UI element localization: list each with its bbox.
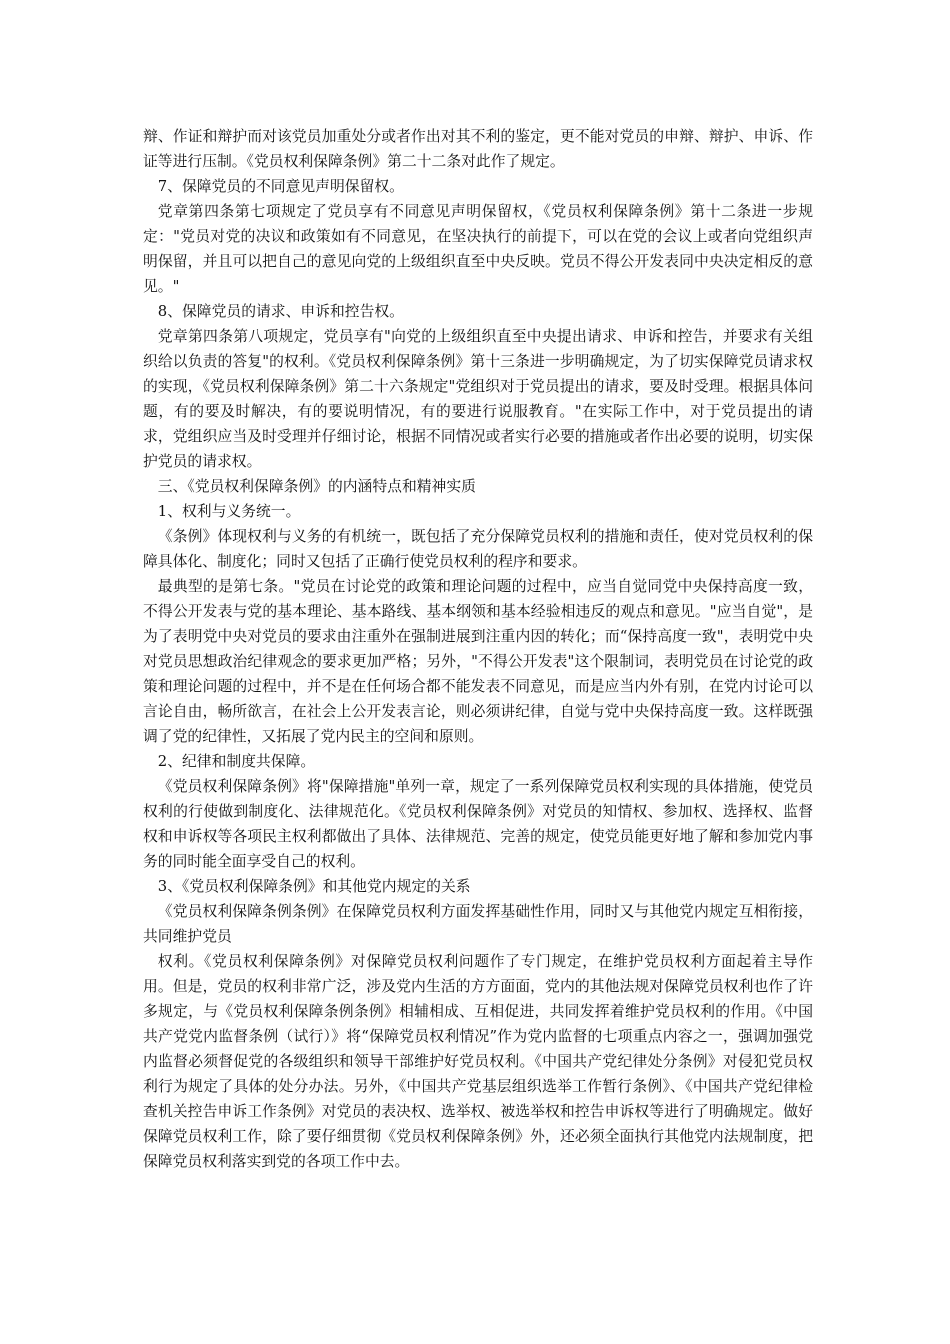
paragraph: 《条例》体现权利与义务的有机统一，既包括了充分保障党员权利的措施和责任，使对党员权利的保障具体化、制度化；同时又包括了正确行使党员权利的程序和要求。	[143, 528, 813, 570]
paragraph-continuation: 辩、作证和辩护而对该党员加重处分或者作出对其不利的鉴定，更不能对党员的申辩、辩护、申诉、作证等进行压制。《党员权利保障条例》第二十二条对此作了规定。	[143, 128, 813, 170]
paragraph: 最典型的是第七条。"党员在讨论党的政策和理论问题的过程中，应当自觉同党中央保持高度一致，不得公开发表与党的基本理论、基本路线、基本纲领和基本经验相违反的观点和意见。"应当自觉"，是为了表明党中央对党员的要求由注重外在强制进展到注重内因的转化；而“保持高度一致"，表明党中央对党员思想政治纪律观念的要求更加严格；另外，"不得公开发表"这个限制词，表明党员在讨论党的政策和理论问题的过程中，并不是在任何场合都不能发表不同意见，而是应当内外有别，在党内讨论可以言论自由，畅所欲言，在社会上公开发表言论，则必须讲纪律，自觉与党中央保持高度一致。这样既强调了党的纪律性，又拓展了党内民主的空间和原则。	[143, 578, 813, 745]
section-heading-8: 8、保障党员的请求、申诉和控告权。	[157, 303, 404, 320]
paragraph: 党章第四条第八项规定，党员享有"向党的上级组织直至中央提出请求、申诉和控告，并要求有关组织给以负责的答复"的权利。《党员权利保障条例》第十三条进一步明确规定，为了切实保障党员请求权的实现，《党员权利保障条例》第二十六条规定"党组织对于党员提出的请求，要及时受理。根据具体问题，有的要及时解决，有的要说明情况，有的要进行说服教育。"在实际工作中，对于党员提出的请求，党组织应当及时受理并仔细讨论，根据不同情况或者实行必要的措施或者作出必要的说明，切实保护党员的请求权。	[143, 328, 813, 470]
subheading-1: 1、权利与义务统一。	[157, 503, 301, 520]
document-body	[143, 124, 813, 1174]
paragraph: 《党员权利保障条例条例》在保障党员权利方面发挥基础性作用，同时又与其他党内规定互相衔接，共同维护党员	[143, 903, 813, 945]
paragraph: 党章第四条第七项规定了党员享有不同意见声明保留权，《党员权利保障条例》第十二条进一步规定："党员对党的决议和政策如有不同意见，在坚决执行的前提下，可以在党的会议上或者向党组织声明保留，并且可以把自己的意见向党的上级组织直至中央反映。党员不得公开发表同中央决定相反的意见。"	[143, 203, 813, 295]
section-heading-7: 7、保障党员的不同意见声明保留权。	[157, 178, 404, 195]
paragraph: 权利。《党员权利保障条例》对保障党员权利问题作了专门规定，在维护党员权利方面起着主导作用。但是，党员的权利非常广泛，涉及党内生活的方方面面，党内的其他法规对保障党员权利也作了许多规定，与《党员权利保障条例条例》相辅相成、互相促进，共同发挥着维护党员权利的作用。《中国共产党党内监督条例（试行）》将“保障党员权利情况”作为党内监督的七项重点内容之一，强调加强党内监督必须督促党的各级组织和领导干部维护好党员权利。《中国共产党纪律处分条例》对侵犯党员权利行为规定了具体的处分办法。另外，《中国共产党基层组织选举工作暂行条例》、《中国共产党纪律检查机关控告申诉工作条例》对党员的表决权、选举权、被选举权和控告申诉权等进行了明确规定。做好保障党员权利工作，除了要仔细贯彻《党员权利保障条例》外，还必须全面执行其他党内法规制度，把保障党员权利落实到党的各项工作中去。	[143, 953, 813, 1170]
subheading-3: 3、《党员权利保障条例》和其他党内规定的关系	[157, 878, 471, 895]
subheading-2: 2、纪律和制度共保障。	[157, 753, 316, 770]
chapter-heading-3: 三、《党员权利保障条例》的内涵特点和精神实质	[157, 478, 476, 495]
paragraph: 《党员权利保障条例》将"保障措施"单列一章，规定了一系列保障党员权利实现的具体措施，使党员权利的行使做到制度化、法律规范化。《党员权利保障条例》对党员的知情权、参加权、选择权、监督权和申诉权等各项民主权利都做出了具体、法律规范、完善的规定，使党员能更好地了解和参加党内事务的同时能全面享受自己的权利。	[143, 778, 813, 870]
